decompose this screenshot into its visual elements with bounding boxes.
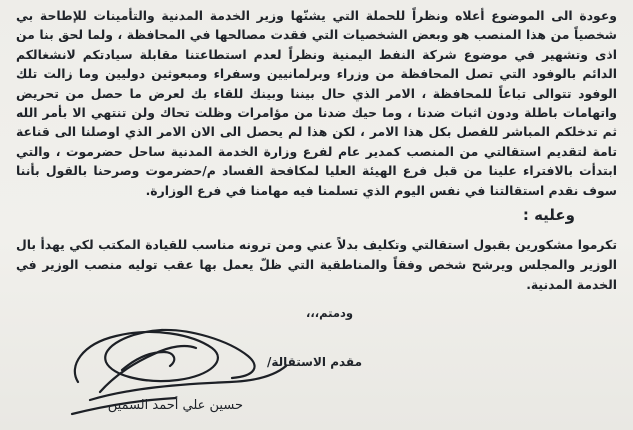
letter-request-paragraph: تكرموا مشكورين بقبول استقالتي وتكليف بدلاً عني ومن ترونه مناسب للقيادة المكتب لكي يهدأ بال الوزير والمجلس ويرشح شخص وفقاً والمناطقية التي ظلّ يعمل بها عقب توليه منصب الوزير في الخدمة المدنية.: [16, 237, 617, 292]
submitter-name: حسين علي أحمد السمين: [107, 398, 243, 413]
letter-closing: ودمتم،،،: [306, 306, 353, 320]
submitter-label: مقدم الاستقالة/: [266, 355, 362, 369]
letter-body-paragraph: وعودة الى الموضوع أعلاه ونظراً للحملة التي يشنّها وزير الخدمة المدنية والتأمينات للإطاحة بي شخصياً من هذا المنصب هو وبعض الشخصيات التي فقدت مصالحها في المحافظة ، ولما لحق بنا من اذى وتشهير في موضوع شركة النفط اليمنية ونظراً لعدم استطاعتنا مقابلة سيادتكم لانشغالكم الدائم بالوفود التي تصل المحافظة من وزراء وبرلمانيين وسفراء ومبعوثين دوليين وما زالت تلك الوفود تتوالى تباعاً للمحافظة ، الامر الذي حال بيننا وبينك للقاء بك لعرض ما حصل من تحريض واتهامات باطلة ودون اثبات ضدنا ، وما حيك ضدنا من مؤامرات وظلت تحاك ولن تنتهي الا بأمر الله ثم تدخلكم المباشر للفصل بكل هذا الامر ، لكن هذا لم يحصل الى الان الامر الذي اوصلنا الى قناعة تامة لتقديم استقالتي من المنصب كمدير عام لفرع وزارة الخدمة المدنية ساحل حضرموت ، والتي ابتدأت بالافتراء علينا من قبل فرع الهيئة العليا لمكافحة الفساد م/حضرموت وصرحنا بالقول بأننا سوف نقدم استقالتنا في نفس اليوم الذي تسلمنا فيه مهامنا في فرع الوزارة.: [16, 8, 617, 198]
letter-section-heading: وعليه :: [522, 206, 575, 224]
